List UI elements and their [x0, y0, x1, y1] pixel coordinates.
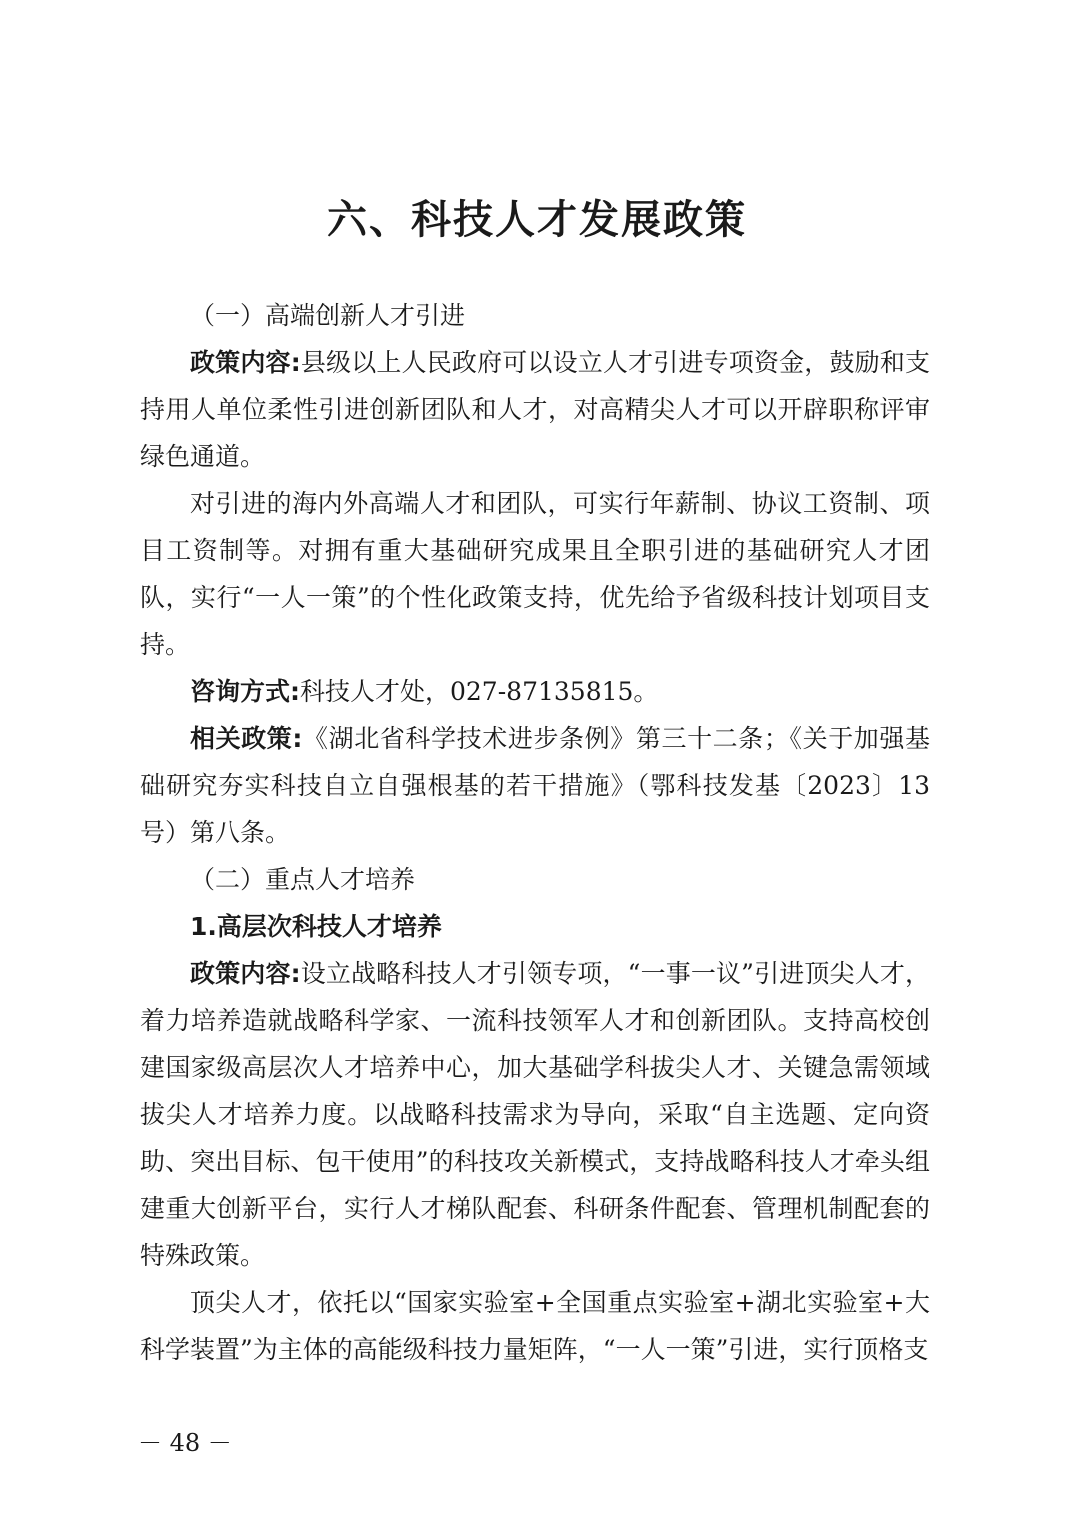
related-policy-paragraph: [140, 715, 930, 856]
policy-content-paragraph-2: [140, 950, 930, 1279]
section-heading-1: （一）高端创新人才引进: [190, 301, 466, 330]
section-heading-2: （二）重点人才培养: [190, 865, 416, 894]
policy-content-text-2: 设立战略科技人才引领专项，“一事一议”引进顶尖人才，着力培养造就战略科学家、一流科技领军人才和创新团队。支持高校创建国家级高层次人才培养中心，加大基础学科拔尖人才、关键急需领域拔尖人才培养力度。以战略科技需求为导向，采取“自主选题、定向资助、突出目标、包干使用”的科技攻关新模式，支持战略科技人才牵头组建重大创新平台，实行人才梯队配套、科研条件配套、管理机制配套的特殊政策。: [140, 959, 930, 1270]
policy-content-text: 县级以上人民政府可以设立人才引进专项资金，鼓励和支持用人单位柔性引进创新团队和人才，对高精尖人才可以开辟职称评审绿色通道。: [140, 348, 930, 471]
related-policy-text: 《湖北省科学技术进步条例》第三十二条；《关于加强基础研究夯实科技自立自强根基的若干措施》（鄂科技发基〔2023〕13号）第八条。: [140, 724, 930, 847]
top-talent-paragraph: 顶尖人才，依托以“国家实验室+全国重点实验室+湖北实验室+大科学装置”为主体的高能级科技力量矩阵，“一人一策”引进，实行顶格支: [140, 1288, 930, 1364]
document-body: [140, 292, 930, 1373]
consult-label: 咨询方式:: [190, 677, 300, 706]
policy-paragraph-2: 对引进的海内外高端人才和团队，可实行年薪制、协议工资制、项目工资制等。对拥有重大基础研究成果且全职引进的基础研究人才团队，实行“一人一策”的个性化政策支持，优先给予省级科技计划项目支持。: [140, 489, 930, 659]
consult-paragraph: [140, 668, 930, 715]
related-policy-label: 相关政策:: [190, 724, 303, 753]
policy-content-paragraph: [140, 339, 930, 480]
page-number: － 48 －: [138, 1429, 232, 1457]
policy-content-label-2: 政策内容:: [190, 959, 301, 988]
subsection-heading: 1.高层次科技人才培养: [190, 912, 442, 941]
policy-content-label: 政策内容:: [190, 348, 301, 377]
consult-text: 科技人才处，027-87135815。: [300, 677, 659, 706]
page-title: 六、科技人才发展政策: [327, 197, 747, 243]
